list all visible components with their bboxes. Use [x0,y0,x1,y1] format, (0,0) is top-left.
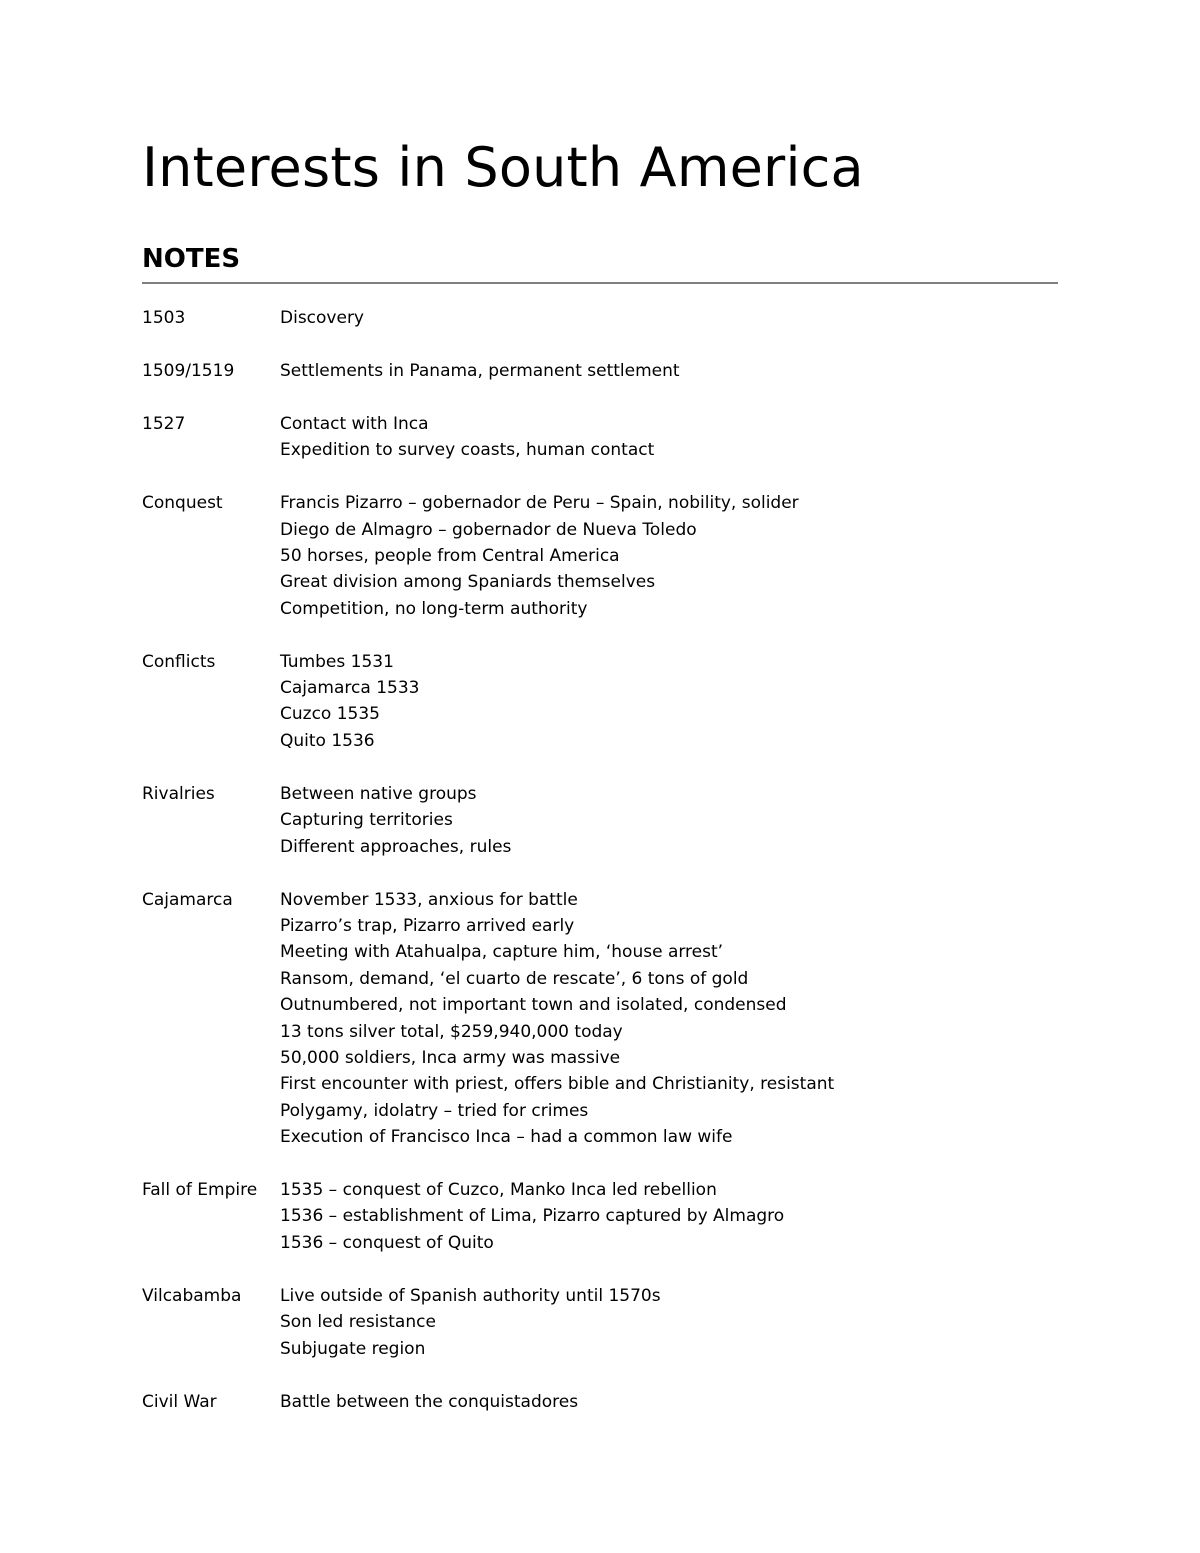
note-lines [280,781,1058,860]
section-heading-notes: NOTES [142,244,241,274]
note-entry [142,781,1058,860]
note-line: Tumbes 1531 [280,651,394,672]
note-line: Subjugate region [280,1338,426,1359]
note-lines [280,1177,1058,1256]
note-line: Quito 1536 [280,730,375,751]
note-lines [280,1389,1058,1415]
note-line: Different approaches, rules [280,836,512,857]
note-line: 1536 – establishment of Lima, Pizarro captured by Almagro [280,1206,785,1227]
note-line: Live outside of Spanish authority until 1570s [280,1285,661,1306]
note-entry [142,887,1058,1151]
note-label: Conquest [142,493,223,514]
heading-divider [142,282,1058,284]
note-line: 50,000 soldiers, Inca army was massive [280,1047,621,1068]
note-line: First encounter with priest, offers bible and Christianity, resistant [280,1074,835,1095]
note-lines [280,1283,1058,1362]
note-line: 1535 – conquest of Cuzco, Manko Inca led rebellion [280,1180,717,1201]
note-line: Between native groups [280,783,477,804]
note-label: Cajamarca [142,889,233,910]
note-label: 1503 [142,308,186,328]
note-lines [280,649,1058,755]
note-line: 13 tons silver total, $259,940,000 today [280,1021,623,1042]
note-entry [142,649,1058,755]
note-line: 1536 – conquest of Quito [280,1232,494,1253]
note-entry [142,411,1058,464]
note-line: Competition, no long-term authority [280,598,588,619]
note-entry [142,358,1058,384]
note-label: Vilcabamba [142,1285,242,1306]
note-line: Execution of Francisco Inca – had a common law wife [280,1127,733,1148]
document-title: Interests in South America [142,136,864,199]
note-line: Son led resistance [280,1312,436,1333]
note-label: 1509/1519 [142,360,235,381]
note-line: Pizarro’s trap, Pizarro arrived early [280,915,575,936]
note-line: Outnumbered, not important town and isolated, condensed [280,995,787,1016]
note-line: Expedition to survey coasts, human contact [280,440,655,461]
note-line: Polygamy, idolatry – tried for crimes [280,1100,589,1121]
note-line: 50 horses, people from Central America [280,545,620,566]
note-line: November 1533, anxious for battle [280,889,578,910]
note-line: Settlements in Panama, permanent settlement [280,360,680,381]
note-line: Great division among Spaniards themselves [280,572,656,593]
note-line: Francis Pizarro – gobernador de Peru – Spain, nobility, solider [280,493,799,514]
note-line: Capturing territories [280,810,453,831]
notes-list [142,305,1058,1441]
note-entry [142,1177,1058,1256]
note-line: Battle between the conquistadores [280,1391,579,1412]
note-lines [280,887,1058,1151]
note-lines [280,305,1058,331]
note-line: Contact with Inca [280,413,429,434]
note-label: Conflicts [142,651,216,672]
note-lines [280,358,1058,384]
note-line: Discovery [280,308,364,328]
note-entry [142,490,1058,622]
note-label: Civil War [142,1391,217,1412]
note-entry [142,305,1058,331]
note-lines [280,490,1058,622]
note-label: Fall of Empire [142,1180,258,1201]
note-line: Cajamarca 1533 [280,678,420,699]
note-line: Meeting with Atahualpa, capture him, ‘house arrest’ [280,942,724,963]
note-label: Rivalries [142,783,215,804]
note-entry [142,1389,1058,1415]
note-entry [142,1283,1058,1362]
note-line: Diego de Almagro – gobernador de Nueva Toledo [280,519,697,540]
note-line: Cuzco 1535 [280,704,380,725]
note-line: Ransom, demand, ‘el cuarto de rescate’, 6 tons of gold [280,968,749,989]
note-label: 1527 [142,413,186,434]
note-lines [280,411,1058,464]
